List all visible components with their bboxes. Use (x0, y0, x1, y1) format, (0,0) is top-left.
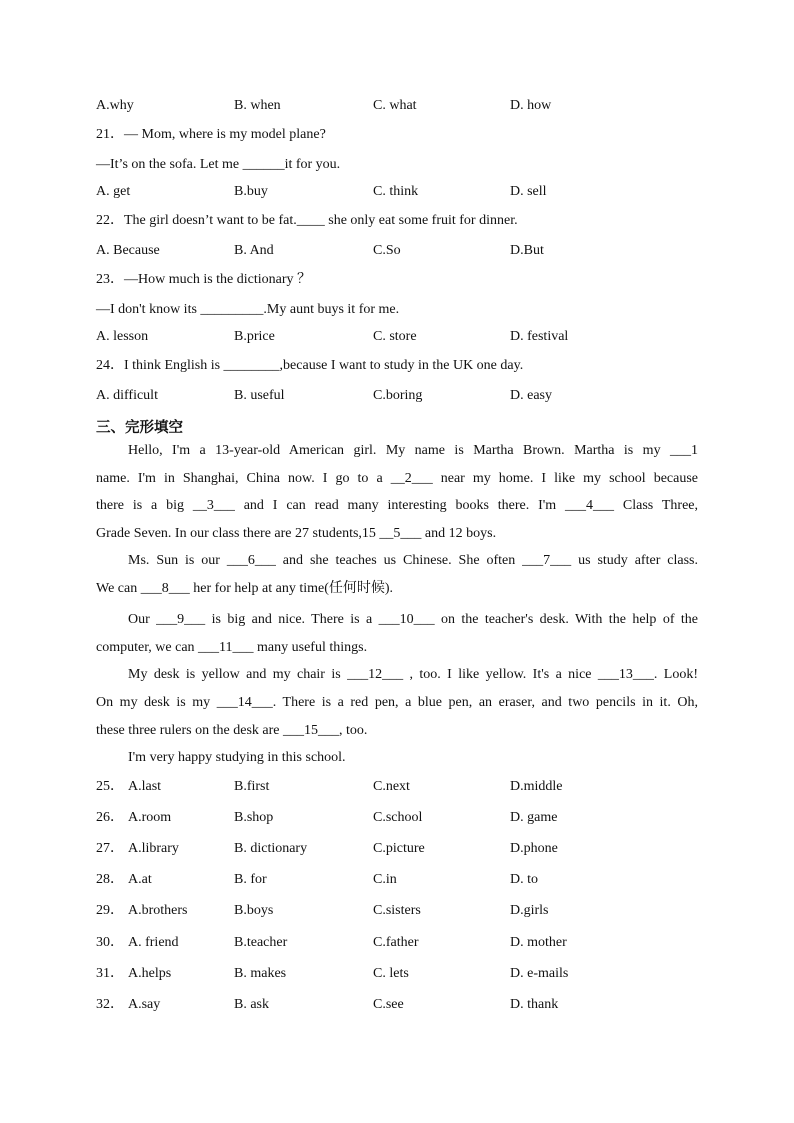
option-a: A.last (128, 779, 162, 794)
option-d: D.middle (510, 779, 563, 794)
section-heading-cloze: 三、完形填空 (96, 420, 183, 436)
question-number: 29． (96, 903, 124, 918)
option-c: C. what (373, 98, 417, 113)
options-row-20 (96, 96, 698, 116)
option-d: D.phone (510, 841, 558, 856)
option-c: C. think (373, 184, 419, 199)
option-a: A.at (128, 872, 152, 887)
option-c: C.sisters (373, 903, 421, 918)
passage-line: there is a big __3___ and I can read many interesting books there. I'm ___4___ Class Three, (96, 498, 698, 513)
option-b: B. And (234, 243, 274, 258)
option-c: C. store (373, 329, 417, 344)
cloze-options-26 (96, 808, 698, 828)
cloze-options-25 (96, 777, 698, 797)
question-22-stem: 22．The girl doesn’t want to be fat.____ she only eat some fruit for dinner. (96, 213, 518, 228)
question-24-stem: 24．I think English is ________,because I want to study in the UK one day. (96, 358, 524, 373)
option-c: C.school (373, 810, 423, 825)
option-c: C.So (373, 243, 401, 258)
option-a: A.brothers (128, 903, 188, 918)
question-21-dialogue: —It’s on the sofa. Let me ______it for you. (96, 157, 341, 172)
passage-line: Our ___9___ is big and nice. There is a ___10___ on the teacher's desk. With the help of the (128, 612, 698, 627)
option-c: C. lets (373, 966, 409, 981)
passage-line: We can ___8___ her for help at any time(任何时候). (96, 581, 394, 596)
passage-line: On my desk is my ___14___. There is a red pen, a blue pen, an eraser, and two pencils in it. Oh, (96, 695, 698, 710)
question-number: 28． (96, 872, 124, 887)
option-a: A.helps (128, 966, 172, 981)
question-21-stem: 21．— Mom, where is my model plane? (96, 127, 326, 142)
passage-line: I'm very happy studying in this school. (128, 750, 346, 765)
option-a: A.say (128, 997, 161, 1012)
option-b: B. when (234, 98, 281, 113)
option-c: C.father (373, 935, 419, 950)
option-d: D.But (510, 243, 544, 258)
option-a: A. Because (96, 243, 160, 258)
options-row-22 (96, 241, 698, 261)
passage-line: Hello, I'm a 13-year-old American girl. My name is Martha Brown. Martha is my ___1 (128, 443, 698, 458)
passage-line: name. I'm in Shanghai, China now. I go to a __2___ near my home. I like my school because (96, 471, 698, 486)
cloze-options-28 (96, 870, 698, 890)
passage-line: Grade Seven. In our class there are 27 students,15 __5___ and 12 boys. (96, 526, 497, 541)
option-c: C.next (373, 779, 410, 794)
option-c: C.see (373, 997, 404, 1012)
cloze-options-30 (96, 933, 698, 953)
option-a: A. difficult (96, 388, 158, 403)
question-number: 31． (96, 966, 124, 981)
option-d: D. easy (510, 388, 552, 403)
option-a: A.library (128, 841, 179, 856)
cloze-options-27 (96, 839, 698, 859)
option-b: B.price (234, 329, 275, 344)
option-d: D. mother (510, 935, 567, 950)
option-c: C.picture (373, 841, 425, 856)
option-a: A. lesson (96, 329, 149, 344)
option-a: A. friend (128, 935, 179, 950)
option-d: D. thank (510, 997, 559, 1012)
option-b: B. for (234, 872, 267, 887)
option-b: B. makes (234, 966, 287, 981)
cloze-options-29 (96, 901, 698, 921)
passage-line: My desk is yellow and my chair is ___12___ , too. I like yellow. It's a nice ___13___. Look! (128, 667, 698, 682)
option-a: A.why (96, 98, 134, 113)
option-b: B.first (234, 779, 270, 794)
option-d: D.girls (510, 903, 549, 918)
option-b: B.teacher (234, 935, 288, 950)
option-c: C.boring (373, 388, 423, 403)
option-b: B.boys (234, 903, 274, 918)
option-a: A.room (128, 810, 172, 825)
option-d: D. to (510, 872, 538, 887)
option-a: A. get (96, 184, 131, 199)
question-23-dialogue: —I don't know its _________.My aunt buys it for me. (96, 302, 400, 317)
question-number: 30． (96, 935, 124, 950)
option-b: B. dictionary (234, 841, 308, 856)
question-number: 26． (96, 810, 124, 825)
question-number: 25． (96, 779, 124, 794)
option-d: D. how (510, 98, 552, 113)
option-c: C.in (373, 872, 397, 887)
passage-line: computer, we can ___11___ many useful things. (96, 640, 368, 655)
cloze-options-32 (96, 995, 698, 1015)
option-b: B.buy (234, 184, 268, 199)
option-d: D. festival (510, 329, 569, 344)
option-d: D. e-mails (510, 966, 569, 981)
options-row-21 (96, 182, 698, 202)
cloze-options-31 (96, 964, 698, 984)
passage-line: these three rulers on the desk are ___15___, too. (96, 723, 368, 738)
options-row-24 (96, 386, 698, 406)
option-b: B. ask (234, 997, 269, 1012)
question-number: 27． (96, 841, 124, 856)
options-row-23 (96, 327, 698, 347)
option-d: D. sell (510, 184, 547, 199)
question-number: 32． (96, 997, 124, 1012)
option-d: D. game (510, 810, 558, 825)
passage-line: Ms. Sun is our ___6___ and she teaches us Chinese. She often ___7___ us study after class. (128, 553, 698, 568)
question-23-stem: 23．—How much is the dictionary ？ (96, 272, 312, 287)
option-b: B. useful (234, 388, 285, 403)
option-b: B.shop (234, 810, 274, 825)
